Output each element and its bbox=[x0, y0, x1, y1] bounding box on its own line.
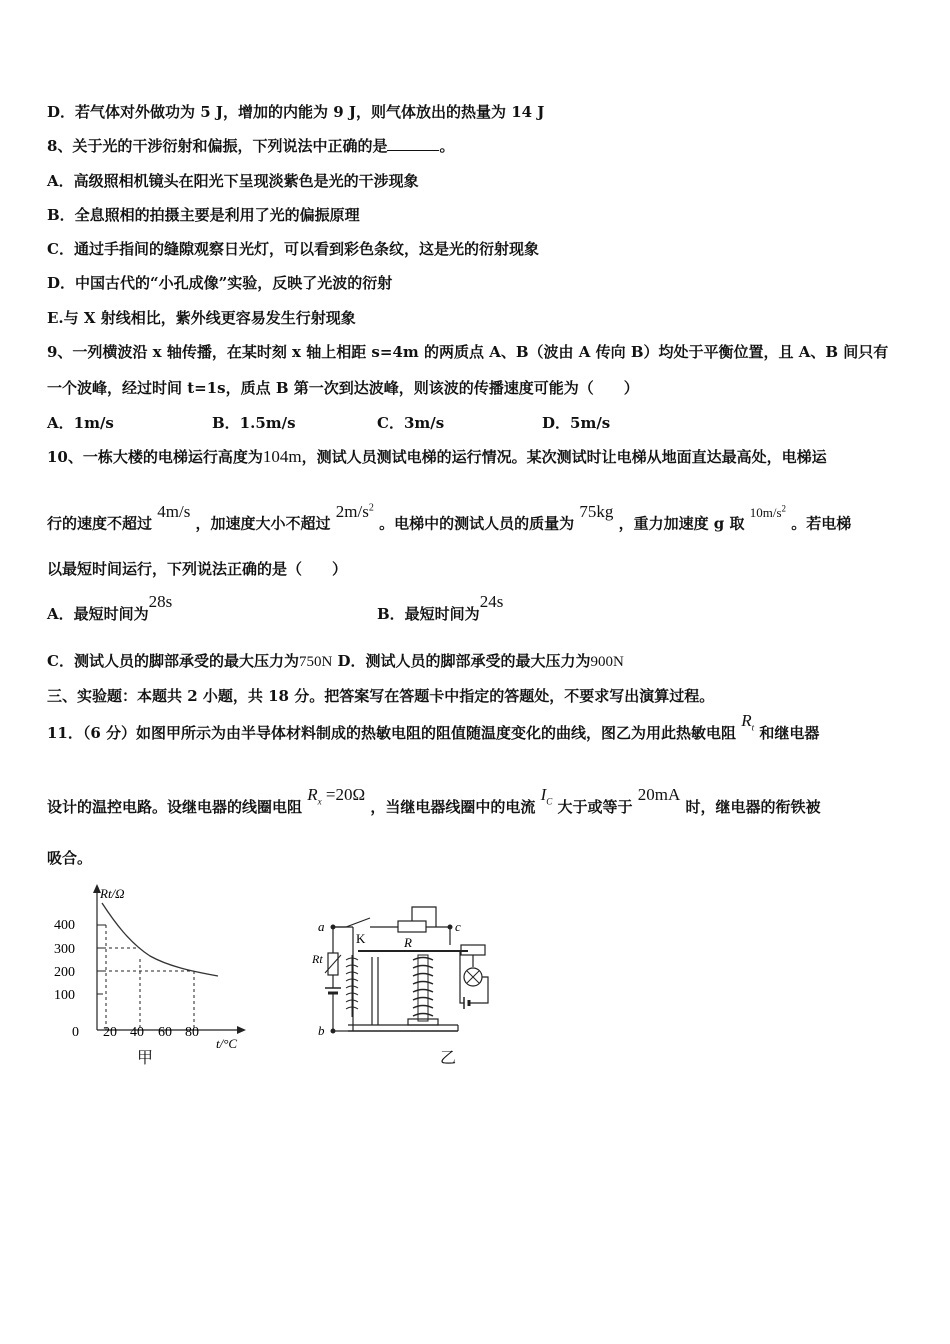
y-tick-200: 200 bbox=[54, 965, 75, 980]
x-tick-20: 20 bbox=[103, 1025, 117, 1040]
q9-option-a: A．1m/s bbox=[47, 414, 114, 432]
figure-yi-circuit bbox=[308, 885, 498, 1045]
y-tick-100: 100 bbox=[54, 988, 75, 1003]
q10-speed-value: 4m/s bbox=[157, 501, 191, 521]
x-axis-arrow bbox=[237, 1026, 246, 1034]
q10-text: 。电梯中的测试人员的质量为 bbox=[379, 514, 575, 533]
q10-text: 行的速度不超过 bbox=[47, 514, 153, 533]
q9-option-d: D．5m/s bbox=[542, 414, 611, 432]
y-axis-label: Rt/Ω bbox=[100, 886, 125, 901]
y-tick-400: 400 bbox=[54, 918, 75, 933]
resistor-r bbox=[398, 921, 426, 932]
figure-jia-caption: 甲 bbox=[137, 1048, 154, 1067]
q10-text: ，重力加速度 g 取 bbox=[618, 514, 745, 533]
q11-text: 设计的温控电路。设继电器的线圈电阻 bbox=[47, 798, 303, 816]
origin-label: 0 bbox=[72, 1025, 79, 1040]
q11-ic-symbol: $I_C$ bbox=[540, 785, 553, 807]
figure-jia-graph bbox=[40, 878, 270, 1048]
q10-gravity-value: $10m/s^2$ bbox=[749, 503, 787, 520]
q10-option-d: D．测试人员的脚部承受的最大压力为900N bbox=[337, 652, 624, 670]
q10-stem-line2 bbox=[47, 501, 852, 535]
x-axis-label: t/°C bbox=[216, 1036, 238, 1048]
q8-stem-end: 。 bbox=[439, 137, 455, 155]
q11-text: 11．（6 分）如图甲所示为由半导体材料制成的热敏电阻的阻值随温度变化的曲线，图乙为用此热敏电阻 bbox=[47, 724, 737, 742]
rheostat-slider bbox=[412, 907, 436, 927]
q11-stem-line2 bbox=[47, 785, 821, 823]
q11-text: 大于或等于 bbox=[557, 798, 633, 816]
x-tick-40: 40 bbox=[130, 1025, 144, 1040]
q10-text: 。若电梯 bbox=[791, 514, 852, 533]
q10-stem-line1 bbox=[47, 447, 827, 467]
terminal-c-label: c bbox=[455, 919, 461, 934]
q10-option-a: A．最短时间为28s bbox=[47, 592, 173, 623]
switch-k bbox=[346, 918, 370, 927]
q10-mass-value: 75kg bbox=[579, 501, 614, 521]
q11-rx-equation: $R_x =20\Omega$ bbox=[307, 785, 366, 807]
q11-current-value: 20mA bbox=[637, 785, 681, 804]
q10-accel-value: $2m/s^2$ bbox=[335, 501, 374, 521]
q9-stem-line1: 9、一列横波沿 x 轴传播，在某时刻 x 轴上相距 s=4m 的两质点 A、B（波由 A 传向 B）均处于平衡位置，且 A、B 间只有 bbox=[47, 343, 889, 361]
q10-option-c: C．测试人员的脚部承受的最大压力为750N bbox=[47, 652, 333, 670]
q8-stem-text: 8、关于光的干涉衍射和偏振，下列说法中正确的是 bbox=[47, 137, 388, 155]
x-tick-80: 80 bbox=[185, 1025, 199, 1040]
switch-k-label: K bbox=[356, 931, 366, 946]
q11-text: 和继电器 bbox=[759, 724, 820, 742]
q7-option-d: D．若气体对外做功为 5 J，增加的内能为 9 J，则气体放出的热量为 14 J bbox=[47, 103, 545, 121]
q8-option-b: B．全息照相的拍摄主要是利用了光的偏振原理 bbox=[47, 206, 360, 224]
answer-blank[interactable] bbox=[387, 136, 439, 151]
q11-rt-symbol: $R_t$ bbox=[741, 711, 755, 733]
q10-option-b: B．最短时间为24s bbox=[377, 592, 504, 623]
q8-option-c: C．通过手指间的缝隙观察日光灯，可以看到彩色条纹，这是光的衍射现象 bbox=[47, 240, 539, 258]
relay-coil bbox=[413, 958, 433, 1017]
q8-stem bbox=[47, 136, 454, 156]
q10-text: ，测试人员测试电梯的运行情况。某次测试时让电梯从地面直达最高处，电梯运 bbox=[301, 448, 827, 466]
q11-stem-line1 bbox=[47, 711, 820, 749]
thermistor-label: Rt bbox=[312, 952, 323, 966]
figure-yi-caption: 乙 bbox=[440, 1048, 457, 1067]
x-tick-60: 60 bbox=[158, 1025, 172, 1040]
q9-stem-line2: 一个波峰，经过时间 t=1s，质点 B 第一次到达波峰，则该波的传播速度可能为（ ） bbox=[47, 379, 639, 397]
section3-heading: 三、实验题：本题共 2 小题，共 18 分。把答案写在答题卡中指定的答题处，不要求写出演算过程。 bbox=[47, 687, 715, 705]
q10-stem-line3: 以最短时间运行，下列说法正确的是（ ） bbox=[47, 560, 348, 578]
q10-options-ab bbox=[47, 592, 504, 624]
resistor-r-label: R bbox=[404, 935, 412, 950]
q10-height-value: 104m bbox=[262, 447, 302, 466]
q9-option-b: B．1.5m/s bbox=[212, 414, 296, 432]
q8-option-d: D．中国古代的“小孔成像”实验，反映了光波的衍射 bbox=[47, 274, 393, 292]
y-tick-300: 300 bbox=[54, 942, 75, 957]
q9-options bbox=[47, 413, 610, 433]
terminal-a-label: a bbox=[318, 919, 325, 934]
rt-curve bbox=[102, 903, 218, 976]
q8-option-e: E.与 X 射线相比，紫外线更容易发生行射现象 bbox=[47, 309, 356, 327]
q10-options-cd bbox=[47, 651, 624, 672]
q8-option-a: A．高级照相机镜头在阳光下呈现淡紫色是光的干涉现象 bbox=[47, 172, 419, 190]
q9-option-c: C．3m/s bbox=[377, 414, 445, 432]
terminal-b-label: b bbox=[318, 1023, 325, 1038]
q11-text: ，当继电器线圈中的电流 bbox=[370, 798, 536, 816]
q10-text: ，加速度大小不超过 bbox=[195, 514, 331, 533]
q11-stem-line3: 吸合。 bbox=[47, 849, 93, 867]
q11-text: 时，继电器的衔铁被 bbox=[685, 798, 821, 816]
q10-text: 10、一栋大楼的电梯运行高度为 bbox=[47, 448, 263, 466]
